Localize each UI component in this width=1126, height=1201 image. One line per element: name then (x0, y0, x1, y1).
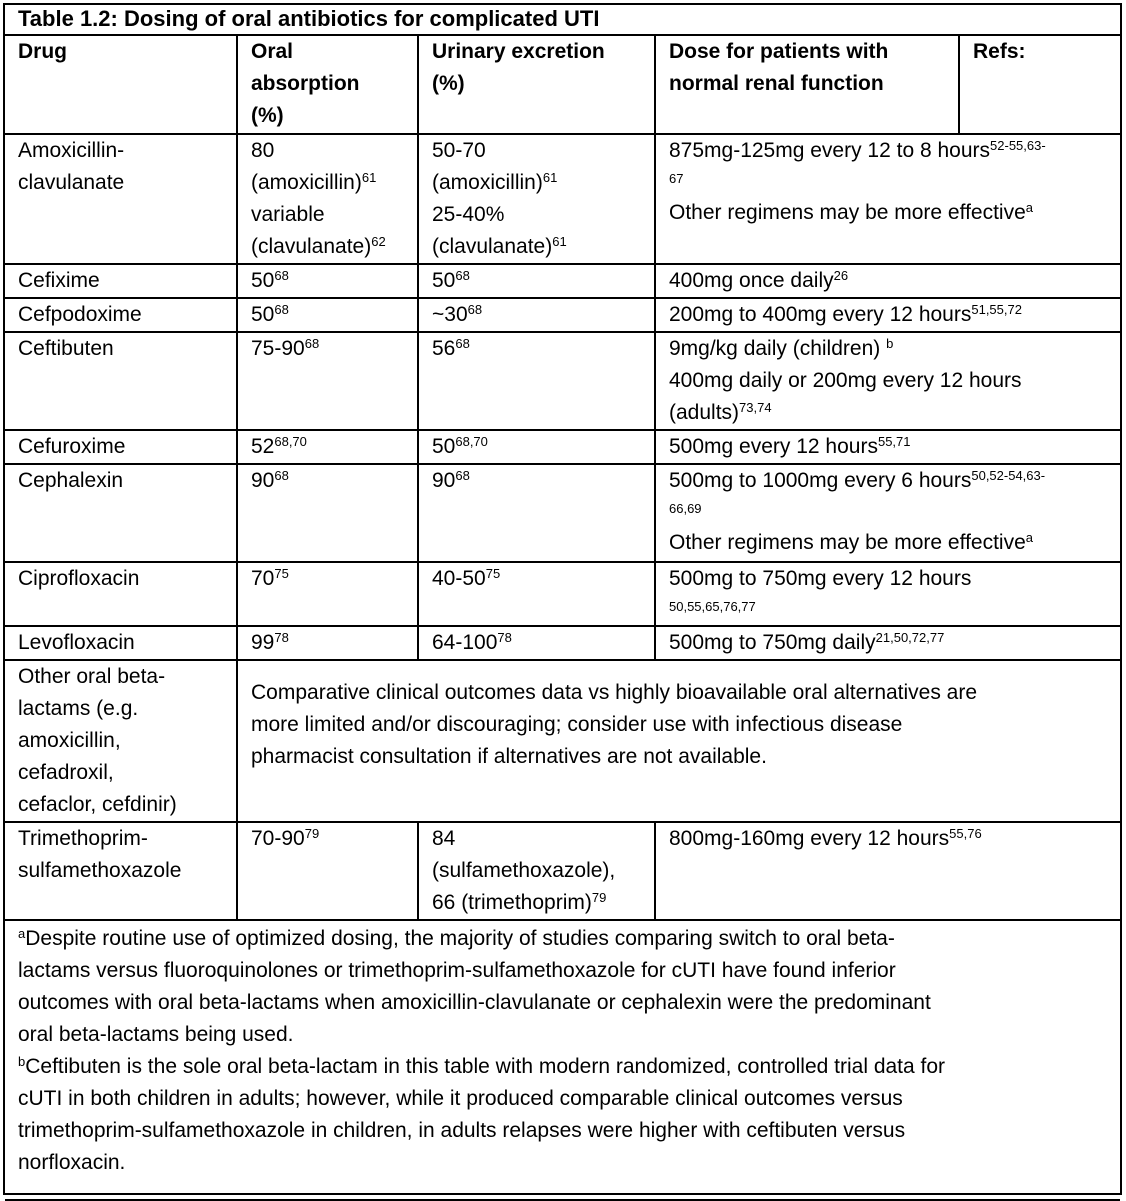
reference-superscript: a (1025, 200, 1033, 215)
footnote-b-text: Ceftibuten is the sole oral beta-lactam in this table with modern randomized, controlled trial data for cUTI in both children in adults; however, while it produced comparable clinical outcomes versus trimethoprim-sulfamethoxazole in children, in adults relapses were higher with ceftibuten versus norfloxacin. (18, 1055, 946, 1174)
header-oral-absorption (237, 36, 418, 134)
header-line: Oral (251, 40, 294, 63)
drug-name-line: sulfamethoxazole (18, 859, 182, 882)
header-line: normal renal function (669, 72, 884, 95)
dose-cell (655, 562, 1120, 626)
drug-cell (5, 660, 237, 822)
reference-superscript: b (886, 336, 894, 351)
drug-cell (5, 562, 237, 626)
dose-cell (655, 332, 1120, 430)
dose-cell (655, 626, 1120, 660)
oral-absorption-cell (237, 134, 418, 264)
oral-absorption-cell (237, 332, 418, 430)
cell-text: 400mg once daily (669, 269, 834, 292)
reference-superscript: 73,74 (739, 400, 772, 415)
header-refs (959, 36, 1120, 134)
cell-text: 52 (251, 435, 275, 458)
dose-line (669, 627, 1120, 659)
drug-cell (5, 298, 237, 332)
dose-cell (655, 822, 1120, 920)
drug-name-line: Cefpodoxime (18, 303, 142, 326)
dose-note (669, 527, 1120, 559)
urinary-excretion-cell (418, 626, 655, 660)
table-title: Table 1.2: Dosing of oral antibiotics for complicated UTI (5, 5, 1120, 36)
drug-name-line: Amoxicillin- (18, 139, 125, 162)
drug-name-line: Cephalexin (18, 469, 124, 492)
reference-superscript: 68 (304, 336, 320, 351)
reference-superscript: 68 (455, 336, 470, 351)
drug-cell (5, 264, 237, 298)
reference-superscript: 50,52-54,63- (971, 468, 1046, 483)
footnotes-row (5, 920, 1120, 1200)
cell-text: 99 (251, 631, 275, 654)
header-drug (5, 36, 237, 134)
table-row (5, 822, 1120, 920)
header-line: absorption (251, 72, 360, 95)
cell-text: 66 (trimethoprim) (432, 891, 592, 914)
header-line: (%) (432, 72, 465, 95)
dose-line (669, 397, 1120, 429)
reference-superscript: 75 (274, 566, 289, 581)
absorption-line (251, 299, 417, 331)
reference-superscript: 51,55,72 (971, 302, 1022, 317)
reference-wrap: 50,55,65,76,77 (669, 599, 756, 614)
dose-note (669, 197, 1120, 229)
urinary-excretion-cell (418, 430, 655, 464)
cell-text: 84 (432, 827, 456, 850)
cell-text: 40-50 (432, 567, 486, 590)
absorption-line (251, 823, 417, 855)
reference-superscript: 75 (485, 566, 501, 581)
absorption-line (251, 199, 417, 231)
dose-cell (655, 264, 1120, 298)
footnote-a (18, 923, 1112, 1051)
urinary-excretion-cell (418, 134, 655, 264)
excretion-line (432, 299, 654, 331)
table-row (5, 626, 1120, 660)
excretion-line (432, 333, 654, 365)
header-line: Urinary excretion (432, 40, 605, 63)
cell-text: 875mg-125mg every 12 to 8 hours (669, 139, 991, 162)
cell-text: (clavulanate) (432, 235, 553, 258)
table-row (5, 332, 1120, 430)
reference-superscript: 61 (542, 170, 558, 185)
dose-line (669, 299, 1120, 331)
absorption-line (251, 627, 417, 659)
table-row (5, 298, 1120, 332)
drug-name-line: clavulanate (18, 171, 125, 194)
footnote-b-marker: b (18, 1054, 26, 1069)
reference-superscript: 68,70 (455, 434, 488, 449)
drug-name-line: Trimethoprim- (18, 827, 148, 850)
reference-superscript: 68 (274, 468, 289, 483)
cell-text: 800mg-160mg every 12 hours (669, 827, 950, 850)
cell-text: (adults) (669, 401, 740, 424)
cell-text: 50 (251, 303, 275, 326)
dose-line (669, 465, 1120, 497)
cell-text: 50 (251, 269, 275, 292)
excretion-line (432, 887, 654, 919)
reference-superscript: 55,71 (877, 434, 911, 449)
footnotes-cell (5, 920, 1120, 1200)
reference-superscript: 26 (833, 268, 849, 283)
header-line: Dose for patients with (669, 40, 889, 63)
oral-absorption-cell (237, 430, 418, 464)
excretion-line (432, 135, 654, 167)
drug-name-line: cefaclor, cefdinir) (18, 793, 177, 816)
drug-cell (5, 626, 237, 660)
absorption-line (251, 465, 417, 497)
reference-superscript: 78 (274, 630, 289, 645)
reference-superscript: 68 (274, 302, 289, 317)
cell-text: 64-100 (432, 631, 498, 654)
absorption-line (251, 135, 417, 167)
excretion-line (432, 431, 654, 463)
cell-text: 50-70 (432, 139, 486, 162)
note-line: Comparative clinical outcomes data vs highly bioavailable oral alternatives are (251, 681, 978, 704)
drug-name-line: lactams (e.g. (18, 697, 139, 720)
header-row (5, 36, 1120, 134)
note-line: more limited and/or discouraging; consider use with infectious disease (251, 713, 903, 736)
cell-text: (amoxicillin) (251, 171, 362, 194)
cell-text: 9mg/kg daily (children) (669, 337, 887, 360)
reference-superscript: 68 (455, 468, 470, 483)
dose-line (669, 265, 1120, 297)
dose-cell (655, 298, 1120, 332)
cell-text: 75-90 (251, 337, 305, 360)
drug-cell (5, 430, 237, 464)
cell-text: 80 (251, 139, 275, 162)
excretion-line (432, 231, 654, 263)
header-urinary-excretion (418, 36, 655, 134)
drug-name-line: cefadroxil, (18, 761, 114, 784)
drug-name-line: amoxicillin, (18, 729, 121, 752)
cell-text: (clavulanate) (251, 235, 372, 258)
dose-line (669, 431, 1120, 463)
cell-text: 500mg to 750mg every 12 hours (669, 567, 972, 590)
cell-text: (sulfamethoxazole), (432, 859, 616, 882)
footnote-a-text: Despite routine use of optimized dosing, the majority of studies comparing switch to oral beta- lactams versus fluoroquinolones or trimethoprim-sulfamethoxazole for cUTI have found inferior outcomes with oral beta-lactams when amoxicillin-clavulanate or cephalexin were the predominant oral beta-lactams being used. (18, 927, 931, 1046)
cell-text: 50 (432, 269, 456, 292)
cell-text: 25-40% (432, 203, 505, 226)
cell-text: Other regimens may be more effective (669, 201, 1026, 224)
drug-name-line: Other oral beta- (18, 665, 166, 688)
reference-superscript: 52-55,63- (990, 138, 1046, 153)
cell-text: 90 (251, 469, 275, 492)
reference-superscript: 79 (591, 890, 607, 905)
urinary-excretion-cell (418, 822, 655, 920)
comparative-note-cell (237, 660, 1120, 822)
cell-text: 500mg every 12 hours (669, 435, 878, 458)
dose-cell (655, 430, 1120, 464)
header-dose (655, 36, 959, 134)
reference-superscript: 68 (274, 268, 289, 283)
dose-line (669, 563, 1120, 595)
reference-superscript: 62 (371, 234, 386, 249)
cell-text: Other regimens may be more effective (669, 531, 1026, 554)
absorption-line (251, 167, 417, 199)
drug-cell (5, 822, 237, 920)
reference-superscript: 61 (552, 234, 567, 249)
urinary-excretion-cell (418, 264, 655, 298)
absorption-line (251, 231, 417, 263)
table-row (5, 464, 1120, 562)
urinary-excretion-cell (418, 464, 655, 562)
oral-absorption-cell (237, 822, 418, 920)
table-row (5, 264, 1120, 298)
cell-text: variable (251, 203, 325, 226)
absorption-line (251, 265, 417, 297)
reference-superscript: 68 (467, 302, 483, 317)
excretion-line (432, 199, 654, 231)
oral-absorption-cell (237, 298, 418, 332)
dose-line (669, 333, 1120, 365)
drug-name-line: Levofloxacin (18, 631, 135, 654)
cell-text: (amoxicillin) (432, 171, 543, 194)
urinary-excretion-cell (418, 298, 655, 332)
reference-superscript: a (1025, 530, 1033, 545)
reference-superscript: 21,50,72,77 (875, 630, 945, 645)
oral-absorption-cell (237, 264, 418, 298)
header-line: (%) (251, 104, 284, 127)
header-drug-label: Drug (18, 40, 67, 63)
reference-superscript: 68,70 (274, 434, 307, 449)
dose-cell (655, 134, 1120, 264)
oral-absorption-cell (237, 626, 418, 660)
reference-superscript: 68 (455, 268, 470, 283)
absorption-line (251, 333, 417, 365)
excretion-line (432, 855, 654, 887)
drug-name-line: Cefuroxime (18, 435, 126, 458)
absorption-line (251, 563, 417, 595)
reference-superscript: 61 (361, 170, 377, 185)
reference-superscript: 79 (304, 826, 320, 841)
drug-cell (5, 464, 237, 562)
cell-text: 56 (432, 337, 456, 360)
excretion-line (432, 563, 654, 595)
cell-text: 70-90 (251, 827, 305, 850)
excretion-line (432, 465, 654, 497)
oral-absorption-cell (237, 464, 418, 562)
dose-line (669, 135, 1120, 167)
header-refs-label: Refs: (973, 40, 1026, 63)
cell-text: 70 (251, 567, 275, 590)
urinary-excretion-cell (418, 332, 655, 430)
dose-line (669, 365, 1120, 397)
drug-name-line: Ciprofloxacin (18, 567, 140, 590)
drug-name-line: Ceftibuten (18, 337, 114, 360)
cell-text: 90 (432, 469, 456, 492)
excretion-line (432, 823, 654, 855)
reference-wrap: 66,69 (669, 501, 702, 516)
note-line: pharmacist consultation if alternatives are not available. (251, 745, 767, 768)
dose-line (669, 823, 1120, 855)
table-row (5, 134, 1120, 264)
excretion-line (432, 167, 654, 199)
drug-cell (5, 332, 237, 430)
cell-text: ~30 (432, 303, 468, 326)
excretion-line (432, 265, 654, 297)
excretion-line (432, 627, 654, 659)
footnote-b (18, 1051, 1112, 1179)
cell-text: 500mg to 750mg daily (669, 631, 876, 654)
dosing-table (5, 36, 1120, 1201)
reference-wrap: 67 (669, 171, 684, 186)
cell-text: 50 (432, 435, 456, 458)
table-row-other-beta-lactams (5, 660, 1120, 822)
urinary-excretion-cell (418, 562, 655, 626)
oral-absorption-cell (237, 562, 418, 626)
cell-text: 500mg to 1000mg every 6 hours (669, 469, 972, 492)
drug-name-line: Cefixime (18, 269, 100, 292)
dosing-table-frame (3, 3, 1122, 1195)
reference-superscript: 55,76 (949, 826, 982, 841)
absorption-line (251, 431, 417, 463)
dose-cell (655, 464, 1120, 562)
table-row (5, 562, 1120, 626)
table-row (5, 430, 1120, 464)
reference-superscript: 78 (497, 630, 512, 645)
footnote-a-marker: a (18, 926, 26, 941)
drug-cell (5, 134, 237, 264)
cell-text: 400mg daily or 200mg every 12 hours (669, 369, 1022, 392)
cell-text: 200mg to 400mg every 12 hours (669, 303, 972, 326)
